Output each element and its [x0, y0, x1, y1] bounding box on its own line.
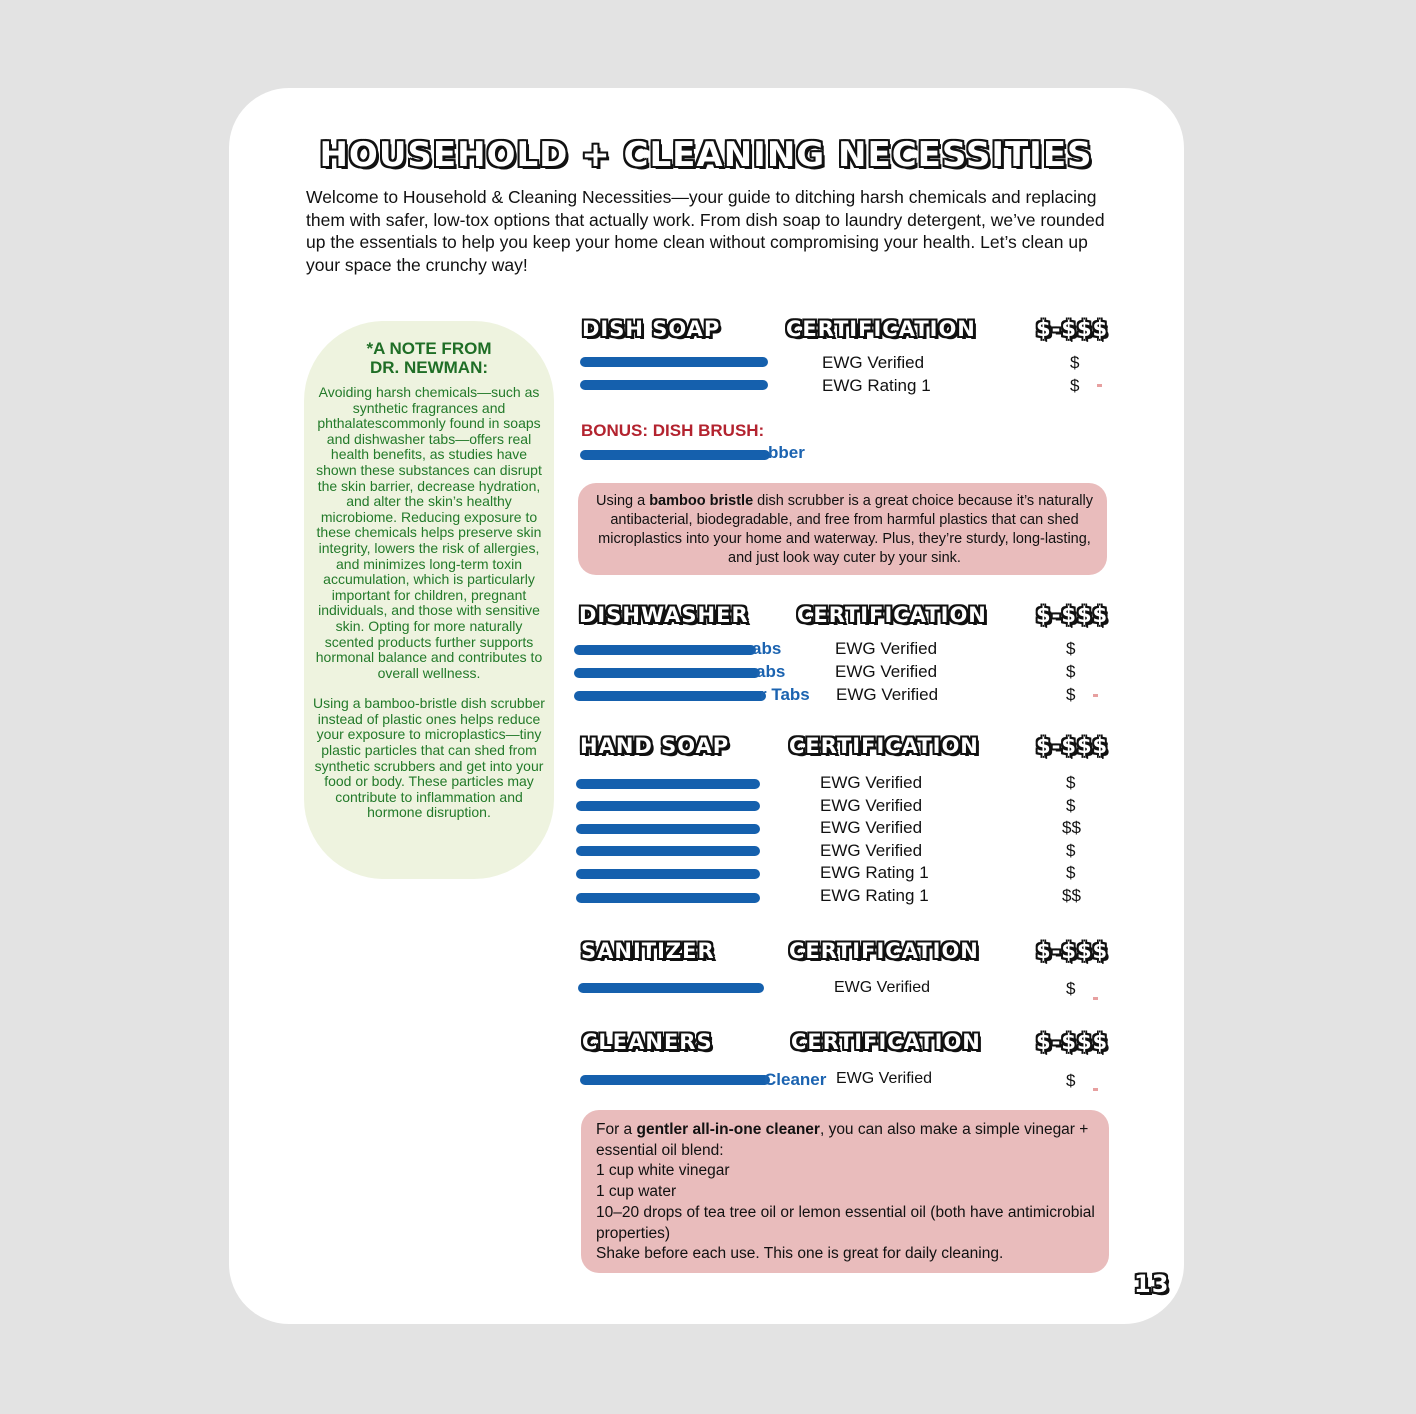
tip-bold: bamboo bristle — [649, 493, 754, 509]
redacted-product — [576, 824, 760, 834]
cert-value: EWG Rating 1 — [820, 886, 929, 905]
note-title-line1: *A NOTE FROM — [366, 339, 492, 358]
margin-mark — [1093, 1088, 1098, 1091]
price-value: $ — [1066, 863, 1076, 882]
cert-value: EWG Verified — [820, 796, 923, 815]
cert-value: EWG Verified — [836, 1070, 933, 1087]
cert-value: EWG Verified — [820, 818, 923, 837]
redacted-product — [578, 983, 764, 993]
doctor-note-panel — [304, 321, 554, 879]
redacted-product — [574, 691, 766, 701]
dish-soap-cert-heading: CERTIFICATION — [786, 317, 976, 341]
margin-mark — [1097, 384, 1102, 387]
price-value: $ — [1070, 353, 1080, 372]
bamboo-tip-box — [578, 483, 1107, 575]
dishwasher-price-heading: $-$$$ — [1036, 603, 1109, 627]
hand-soap-heading: HAND SOAP — [580, 734, 730, 758]
price-value: $ — [1066, 796, 1076, 815]
cert-value: EWG Verified — [835, 662, 938, 681]
tip-text: dish scrubber is a great choice because it’s naturally antibacterial, biodegradable, and free from harmful plastics that can shed microplastics into your home and waterway. Plus, they’re sturdy, long-lasting, and just look way cuter by your sink. — [598, 493, 1093, 566]
recipe-line: 10–20 drops of tea tree oil or lemon essential oil (both have antimicrobial properties) — [596, 1203, 1095, 1242]
cert-value: EWG Verified — [822, 353, 925, 372]
price-value: $ — [1066, 639, 1076, 658]
redacted-product — [574, 668, 760, 678]
note-paragraph-2: Using a bamboo-bristle dish scrubber instead of plastic ones helps reduce your exposure to microplastics—tiny plastic particles that can shed from synthetic scrubbers and get into your food or body. These particles may contribute to inflammation and hormone disruption. — [313, 695, 545, 821]
redacted-product — [580, 357, 768, 367]
redacted-product — [580, 450, 770, 460]
cleaners-price-heading: $-$$$ — [1036, 1030, 1109, 1054]
hand-soap-price-heading: $-$$$ — [1036, 734, 1109, 758]
cleaners-heading: CLEANERS — [582, 1030, 713, 1054]
intro-paragraph: Welcome to Household & Cleaning Necessities—your guide to ditching harsh chemicals and replacing them with safer, low-tox options that actually work. From dish soap to laundry detergent, we’ve rounded up the essentials to help you keep your home clean without compromising your health. Let’s clean up your space the crunchy way! — [306, 187, 1105, 275]
redacted-product — [580, 1075, 770, 1085]
margin-mark — [1093, 694, 1098, 697]
cert-value: EWG Verified — [820, 841, 923, 860]
redacted-product — [576, 893, 760, 903]
product-link[interactable]: r Tabs — [760, 685, 810, 704]
product-link[interactable]: abs — [752, 639, 782, 658]
cert-value: EWG Verified — [835, 639, 938, 658]
cert-value: EWG Rating 1 — [820, 863, 929, 882]
cert-value: EWG Verified — [820, 773, 923, 792]
dishwasher-heading: DISHWASHER — [579, 603, 749, 627]
product-link[interactable]: bber — [768, 443, 805, 462]
dishwasher-cert-heading: CERTIFICATION — [797, 603, 987, 627]
product-link[interactable]: abs — [756, 662, 786, 681]
note-body — [312, 385, 546, 836]
redacted-product — [576, 801, 760, 811]
recipe-line: 1 cup white vinegar — [596, 1162, 730, 1180]
price-value: $$ — [1062, 818, 1081, 837]
redacted-product — [576, 779, 760, 789]
cleaner-recipe-box — [581, 1110, 1109, 1273]
recipe-text: , you can also make a simple vinegar + essential oil blend: — [596, 1121, 1089, 1159]
recipe-bold: gentler all-in-one cleaner — [636, 1121, 820, 1138]
cert-value: EWG Verified — [834, 979, 931, 996]
redacted-product — [580, 380, 768, 390]
price-value: $ — [1066, 979, 1076, 998]
redacted-product — [574, 645, 756, 655]
dish-soap-price-heading: $-$$$ — [1036, 317, 1109, 341]
price-value: $ — [1066, 685, 1076, 704]
dish-soap-heading: DISH SOAP — [582, 317, 721, 341]
cert-value: EWG Verified — [836, 685, 939, 704]
product-link[interactable]: Cleaner — [764, 1070, 827, 1089]
cert-value: EWG Rating 1 — [822, 376, 931, 395]
sanitizer-heading: SANITIZER — [581, 939, 715, 963]
price-value: $ — [1066, 662, 1076, 681]
page-number: 13 — [1134, 1270, 1170, 1298]
tip-text: Using a — [596, 493, 650, 509]
recipe-line: 1 cup water — [596, 1183, 677, 1201]
redacted-product — [576, 869, 760, 879]
page-title: HOUSEHOLD + CLEANING NECESSITIES — [319, 135, 1093, 175]
price-value: $ — [1070, 376, 1080, 395]
cleaners-cert-heading: CERTIFICATION — [791, 1030, 981, 1054]
margin-mark — [1093, 997, 1098, 1000]
sanitizer-cert-heading: CERTIFICATION — [789, 939, 979, 963]
note-title — [304, 339, 554, 377]
recipe-line: Shake before each use. This one is great for daily cleaning. — [596, 1245, 1004, 1263]
recipe-text: For a — [596, 1121, 637, 1138]
note-title-line2: DR. NEWMAN: — [369, 358, 489, 377]
price-value: $ — [1066, 841, 1076, 860]
price-value: $ — [1066, 773, 1076, 792]
redacted-product — [576, 846, 760, 856]
price-value: $$ — [1062, 886, 1081, 905]
bonus-heading: BONUS: DISH BRUSH: — [581, 421, 765, 440]
price-value: $ — [1066, 1071, 1076, 1090]
sanitizer-price-heading: $-$$$ — [1036, 939, 1109, 963]
note-paragraph-1: Avoiding harsh chemicals—such as synthetic fragrances and phthalatescommonly found in soaps and dishwasher tabs—offers real health benefits, as studies have shown these substances can disrupt the skin barrier, decrease hydration, and alter the skin’s healthy microbiome. Reducing exposure to these chemicals helps preserve skin integrity, lowers the risk of allergies, and minimizes long-term toxin accumulation, which is particularly important for children, pregnant individuals, and those with sensitive skin. Opting for more naturally scented products further supports hormonal balance and contributes to overall wellness. — [315, 384, 543, 681]
hand-soap-cert-heading: CERTIFICATION — [789, 734, 979, 758]
